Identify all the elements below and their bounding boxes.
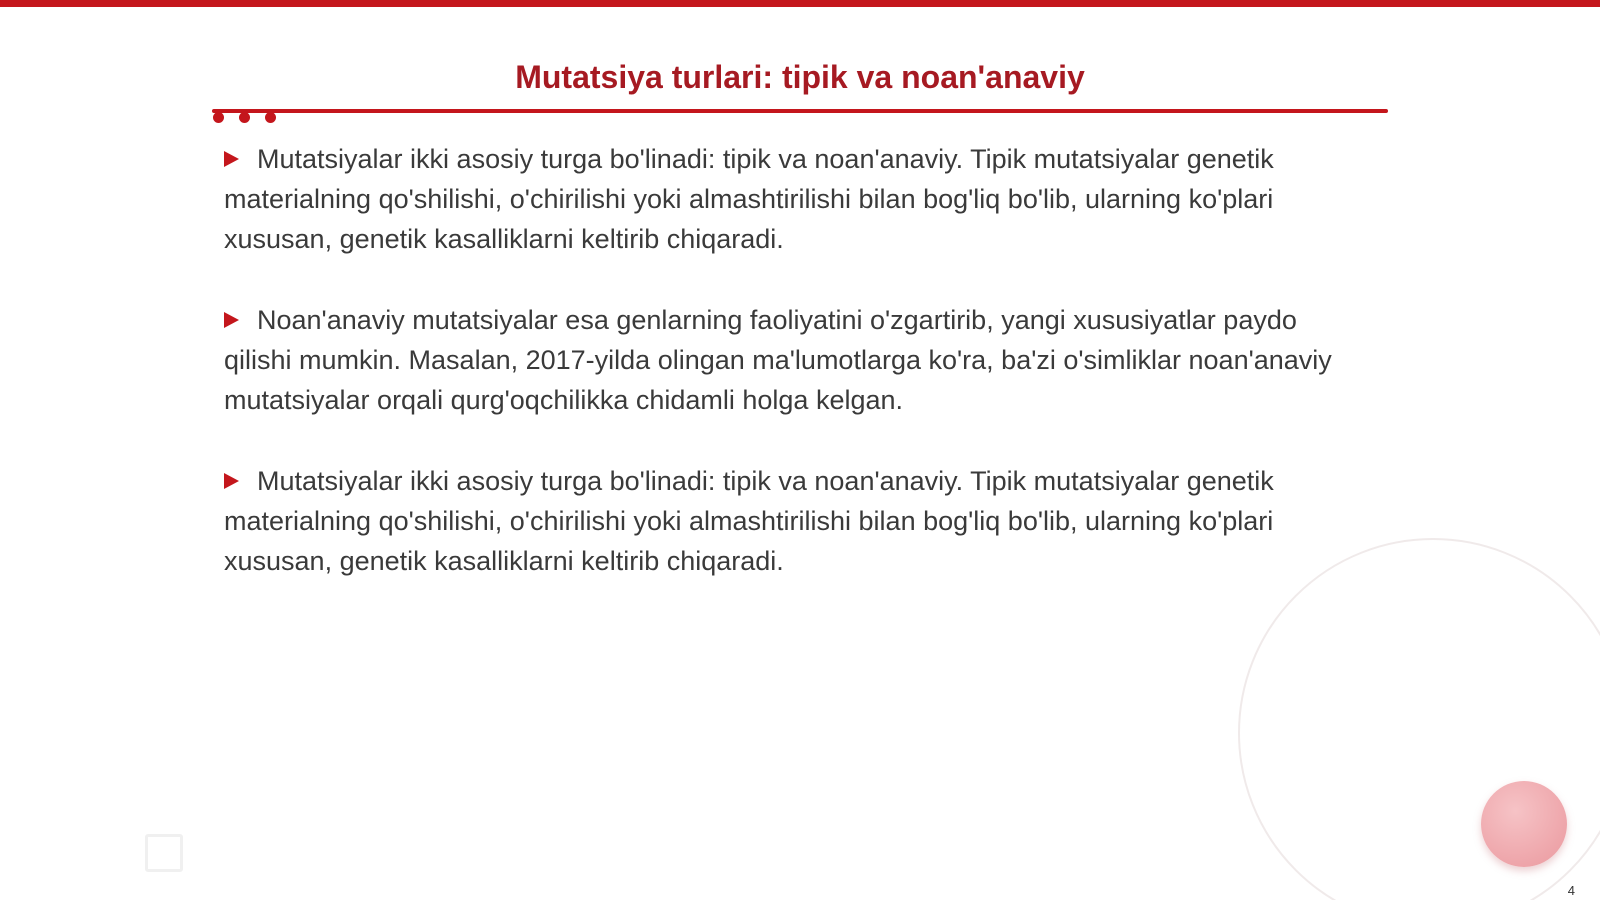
triangle-right-icon (224, 473, 239, 489)
slide-title: Mutatsiya turlari: tipik va noan'anaviy (515, 59, 1085, 95)
bullet-list (224, 139, 1354, 622)
bullet-item (224, 461, 1354, 581)
decorative-dot (239, 112, 250, 123)
triangle-right-icon (224, 151, 239, 167)
top-accent-bar (0, 0, 1600, 7)
bullet-item (224, 300, 1354, 420)
decorative-dot (265, 112, 276, 123)
bullet-text: Noan'anaviy mutatsiyalar esa genlarning faoliyatini o'zgartirib, yangi xususiyatlar paydo qilishi mumkin. Masalan, 2017-yilda olingan ma'lumotlarga ko'ra, ba'zi o'simliklar noan'anaviy mutatsiyalar orqali qurg'oqchilikka chidamli holga kelgan. (224, 305, 1332, 415)
bullet-item (224, 139, 1354, 259)
bullet-text: Mutatsiyalar ikki asosiy turga bo'linadi: tipik va noan'anaviy. Tipik mutatsiyalar genetik materialning qo'shilishi, o'chirilishi yoki almashtirilishi bilan bog'liq bo'lib, ularning ko'plari xususan, genetik kasalliklarni keltirib chiqaradi. (224, 144, 1274, 254)
triangle-right-icon (224, 312, 239, 328)
decorative-pink-ball (1481, 781, 1567, 867)
decorative-dot (213, 112, 224, 123)
decorative-square (145, 834, 183, 872)
bullet-text: Mutatsiyalar ikki asosiy turga bo'linadi: tipik va noan'anaviy. Tipik mutatsiyalar genetik materialning qo'shilishi, o'chirilishi yoki almashtirilishi bilan bog'liq bo'lib, ularning ko'plari xususan, genetik kasalliklarni keltirib chiqaradi. (224, 466, 1274, 576)
title-underline (212, 109, 1388, 113)
page-number: 4 (1567, 883, 1575, 898)
